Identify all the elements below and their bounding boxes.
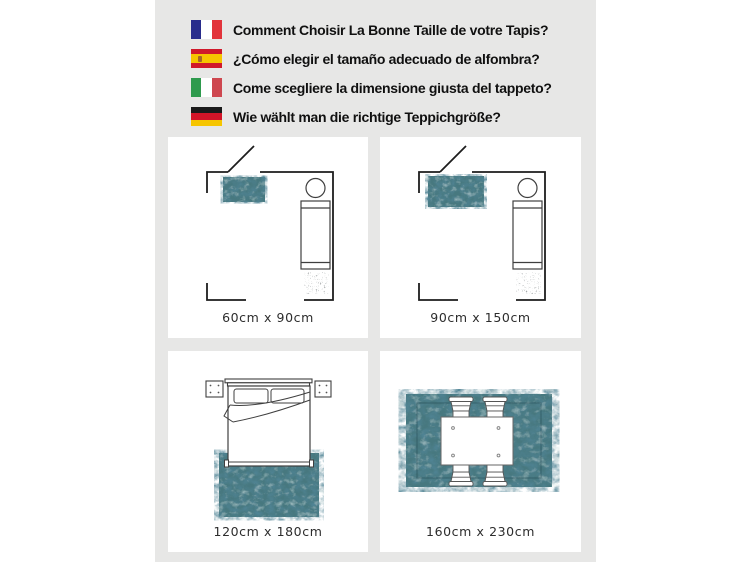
size-label: 60cm x 90cm [222, 310, 314, 325]
title-text-french: Comment Choisir La Bonne Taille de votre Tapis? [233, 21, 549, 38]
dining-table-icon [441, 417, 513, 465]
panel-90x150 [380, 137, 581, 338]
title-row-italian [191, 78, 552, 97]
chair-icon-bottom-left [449, 464, 473, 486]
headboard [225, 379, 312, 386]
bed-rug-diagram [168, 351, 368, 552]
italy-flag-icon [191, 78, 222, 97]
size-label: 90cm x 150cm [430, 310, 531, 325]
daybed-icon [513, 201, 542, 269]
nightstand-left-icon [206, 381, 223, 397]
title-text-german: Wie wählt man die richtige Teppichgröße? [233, 108, 501, 125]
plant-icon [518, 273, 539, 293]
room-diagram-small-rug [168, 137, 368, 338]
panel-60x90 [168, 137, 368, 338]
daybed-icon [301, 201, 330, 269]
plant-icon [306, 273, 327, 293]
bed-icon [224, 386, 314, 467]
bed-foot-left [225, 460, 229, 467]
rug-90x150-swatch [428, 176, 484, 207]
spain-coat-of-arms [198, 56, 202, 62]
multilingual-title-block [191, 20, 552, 136]
room-diagram-medium-rug [380, 137, 580, 338]
spain-flag-icon [191, 49, 222, 68]
pillow-left [234, 389, 268, 403]
panel-160x230 [380, 351, 581, 552]
side-table-icon [518, 179, 537, 198]
panel-120x180 [168, 351, 368, 552]
title-row-german [191, 107, 552, 126]
dining-rug-diagram [380, 351, 580, 552]
title-row-french [191, 20, 552, 39]
size-label: 120cm x 180cm [213, 524, 323, 539]
bed-foot-right [310, 460, 314, 467]
title-text-italian: Come scegliere la dimensione giusta del tappeto? [233, 79, 552, 96]
chair-icon-bottom-right [483, 464, 507, 486]
france-flag-icon [191, 20, 222, 39]
title-text-spanish: ¿Cómo elegir el tamaño adecuado de alfombra? [233, 50, 540, 67]
chair-icon-top-left [449, 397, 473, 419]
title-row-spanish [191, 49, 552, 68]
side-table-icon [306, 179, 325, 198]
germany-flag-icon [191, 107, 222, 126]
nightstand-right-icon [315, 381, 331, 397]
door-swing-line [440, 146, 466, 172]
size-label: 160cm x 230cm [426, 524, 535, 539]
door-swing-line [228, 146, 254, 172]
chair-icon-top-right [483, 397, 507, 419]
rug-60x90-swatch [223, 177, 265, 202]
